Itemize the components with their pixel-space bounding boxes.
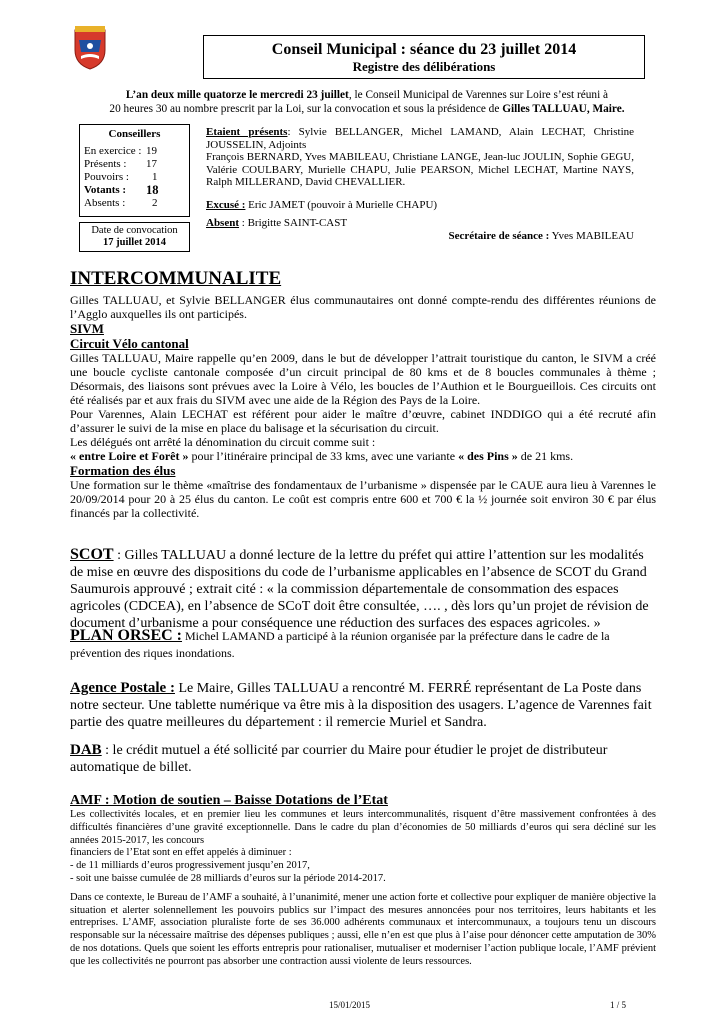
- scot-text: : Gilles TALLUAU a donné lecture de la lettre du préfet qui attire l’attention sur les modalités de mise en œuvre des dispositions du code de l’urbanisme applicables en l’absence de SCOT du Grand Saumurois approuvé ; extrait cité : « la commission départementale de consommation des espaces agricoles (CDCEA), en l’absence de SCoT doit être consultée, …. , dès lors qu’un projet de révision de document d’urbanisme a pour conséquence une réduction des surfaces des espaces agricoles. »: [70, 548, 649, 631]
- circuit-paragraph-3: Les délégués ont arrêté la dénomination du circuit comme suit :: [70, 435, 376, 449]
- agence-postale-section: [70, 680, 656, 731]
- formation-text: Une formation sur le thème «maîtrise des fondamentaux de l’urbanisme » dispensée par le CAUE aura lieu à Varennes le 20/09/2014 pour 20 à 25 élus du canton. Le coût est compris entre 600 et 700 € la ½ journée soit environ 30 € par élus financés par la collectivité.: [70, 478, 656, 520]
- count-row: Absents : 2: [84, 197, 158, 209]
- count-row: Pouvoirs : 1: [84, 171, 158, 183]
- scot-heading: SCOT: [70, 546, 114, 563]
- present-list: Etaient présents: Sylvie BELLANGER, Michel LAMAND, Alain LECHAT, Christine JOUSSELIN, Adjoints: [206, 126, 635, 151]
- amf-bullet-1: - de 11 milliards d’euros progressivement jusqu’en 2017,: [70, 860, 310, 872]
- circuit-heading: Circuit Vélo cantonal: [70, 336, 189, 351]
- agence-text: Le Maire, Gilles TALLUAU a rencontré M. FERRÉ représentant de La Poste dans notre secteur. Une tablette numérique va être mis à la disposition des usagers. L’agence de Varennes fait partie des quatre meilleures du département : il remercie Muriel et Sandra.: [70, 681, 652, 730]
- amf-paragraph-1: Les collectivités locales, et en premier lieu les communes et leurs intercommunalités, risquent d’être massivement confrontées à des difficultés financières d’une gravité exceptionnelle. Dans le cadre du plan d’économies de 50 milliards d’euros qui sera décliné sur les années 2015-2017, les concours: [70, 809, 656, 846]
- secretaire-line: Secrétaire de séance : Yves MABILEAU: [448, 229, 634, 242]
- intro-president: Gilles TALLUAU, Maire.: [502, 103, 625, 115]
- page-subtitle: Registre des délibérations: [352, 59, 496, 74]
- intro-line1: , le Conseil Municipal de Varennes sur Loire s’est réuni à: [348, 89, 609, 101]
- convocation-box: [79, 222, 190, 252]
- orsec-text: Michel LAMAND a participé à la réunion organisée par la préfecture dans le cadre de la prévention des riques inondations.: [70, 629, 610, 660]
- convocation-date: 17 juillet 2014: [103, 237, 166, 248]
- dab-section: [70, 742, 656, 776]
- count-row: Présents : 17: [84, 158, 157, 170]
- orsec-heading: PLAN ORSEC :: [70, 627, 183, 644]
- sivm-heading: SIVM: [70, 321, 104, 336]
- attendance-block: [206, 126, 634, 242]
- agence-heading: Agence Postale :: [70, 680, 175, 696]
- page-title: Conseil Municipal : séance du 23 juillet 2014: [271, 41, 577, 58]
- footer-date: 15/01/2015: [329, 1000, 371, 1010]
- amf-paragraph-2: Dans ce contexte, le Bureau de l’AMF a souhaité, à l’unanimité, mener une action forte et collective pour expliquer de manière objective la situation et alerter solennellement les pouvoirs publics sur l’impact des mesures annoncées pour nos territoires, leurs habitants et les entreprises. L’AMF, association pluraliste forte de ses 36.000 adhérents communaux et intercommunaux, a toujours tenu un discours responsable sur la nécessaire maîtrise des dépenses publiques ; aussi, elle n’en est que plus à l’aise pour dénoncer cette amputation de 30% de nos dotations. Quels que soient les efforts entrepris pour rationaliser, mutualiser et moderniser l’action publique locale, l’AMF prévient que les collectivités ne pourront pas absorber une contraction aussi violente de leurs ressources.: [70, 891, 656, 967]
- convocation-label: Date de convocation: [91, 225, 178, 236]
- intercommunalite-text: Gilles TALLUAU, et Sylvie BELLANGER élus communautaires ont donné compte-rendu des différentes réunions de l’Agglo auxquelles ils ont participés.: [70, 293, 656, 321]
- circuit-paragraph-1: Gilles TALLUAU, Maire rappelle qu’en 2009, dans le but de développer l’attrait touristique du canton, le SIVM a créé une boucle cycliste cantonale composée d’un circuit principal de 80 kms et de 8 boucles communales à thème ; Désormais, des liaisons sont prévues avec la Loire à Vélo, les boucles de l’Authion et le Bourgueillois. Ces circuits ont été réalisés par et aux frais du SIVM avec une aide de la Région des Pays de la Loire.: [70, 351, 656, 407]
- intro-bold: L’an deux mille quatorze le mercredi 23 juillet: [125, 89, 349, 101]
- absent-line: Absent : Brigitte SAINT-CAST: [206, 217, 348, 229]
- amf-section: [70, 793, 656, 969]
- amf-paragraph-1b: financiers de l’Etat sont en effet appelés à diminuer :: [70, 847, 292, 859]
- amf-bullet-2: - soit une baisse cumulée de 28 milliards d’euros sur la période 2014-2017.: [70, 872, 386, 884]
- orsec-section: [70, 627, 656, 662]
- conseillers-heading: Conseillers: [108, 128, 161, 140]
- excuse-line: Excusé : Eric JAMET (pouvoir à Murielle CHAPU): [206, 198, 438, 211]
- conseillers-box: [79, 124, 190, 217]
- circuit-names: « entre Loire et Forêt » pour l’itinéraire principal de 33 kms, avec une variante « des Pins » de 21 kms.: [70, 449, 574, 463]
- present-others: François BERNARD, Yves MABILEAU, Christiane LANGE, Jean-luc JOULIN, Sophie GEGU, Valérie COULBARY, Murielle CHAPU, Julie PEARSON, Michel LECHAT, Martine NAYS, Ralph MILLERAND, David CHEVALLIER.: [206, 151, 634, 188]
- formation-heading: Formation des élus: [70, 463, 176, 478]
- coat-of-arms-logo: [73, 26, 107, 70]
- dab-heading: DAB: [70, 742, 102, 758]
- amf-heading: AMF : Motion de soutien – Baisse Dotations de l’Etat: [70, 793, 388, 808]
- scot-section: [70, 546, 656, 632]
- intro-paragraph: [72, 88, 662, 116]
- count-row: Votants : 18: [84, 183, 159, 197]
- circuit-paragraph-2: Pour Varennes, Alain LECHAT est référent pour aider le maître d’œuvre, cabinet INDDIGO qui a été recruté afin d’assurer le suivi de la mise en place du balisage et la sécurisation du circuit.: [70, 407, 656, 435]
- dab-text: : le crédit mutuel a été sollicité par courrier du Maire pour étudier le projet de distributeur automatique de billet.: [70, 743, 608, 775]
- intercommunalite-section: [70, 268, 656, 520]
- title-box: [203, 35, 645, 79]
- footer-page-number: 1 / 5: [610, 1000, 627, 1010]
- intercommunalite-heading: INTERCOMMUNALITE: [70, 268, 282, 289]
- intro-line2: 20 heures 30 au nombre prescrit par la Loi, sur la convocation et sous la présidence de: [109, 103, 500, 115]
- count-row: En exercice : 19: [84, 145, 157, 157]
